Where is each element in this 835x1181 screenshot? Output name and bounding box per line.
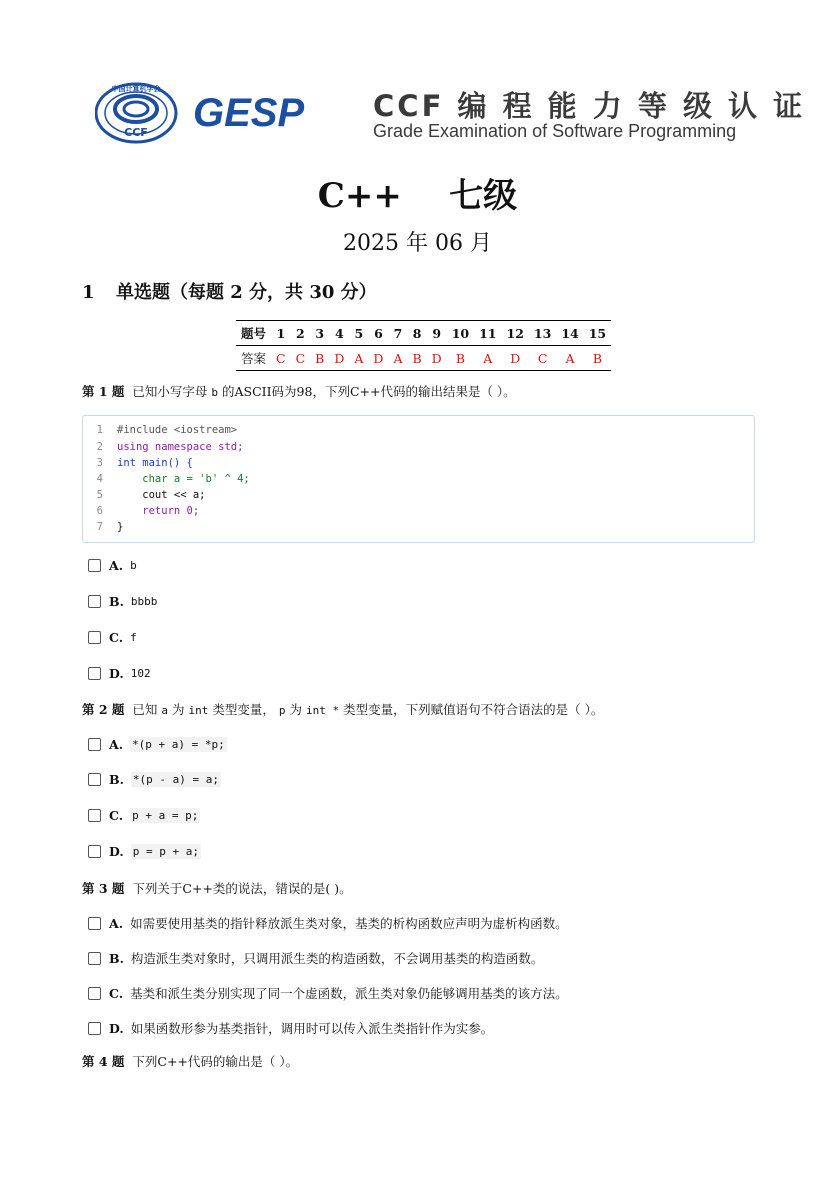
- code-line: [83, 487, 206, 503]
- answer-cell: D: [431, 350, 442, 366]
- answer-cell: B: [455, 350, 465, 366]
- checkbox[interactable]: [88, 809, 101, 822]
- code-text: return 0;: [117, 505, 200, 517]
- option-letter: A.: [109, 558, 124, 573]
- option-b[interactable]: [88, 594, 157, 609]
- line-number: 2: [96, 441, 103, 453]
- answer-cell: A: [483, 350, 493, 366]
- option-text: *(p - a) = a;: [132, 773, 220, 786]
- ccf-seal-logo: [95, 82, 181, 144]
- answer-cell: D: [334, 350, 345, 366]
- option-text: 如果函数形参为基类指针，调用时可以传入派生类指针作为实参。: [130, 1021, 494, 1036]
- line-number: 3: [96, 457, 103, 469]
- option-text: 基类和派生类分别实现了同一个虚函数，派生类对象仍能够调用基类的该方法。: [130, 986, 568, 1001]
- question-1-stem: [82, 382, 516, 400]
- answer-cell: C: [295, 350, 306, 366]
- inline-code: a: [161, 704, 169, 717]
- answer-table-answers-row: [236, 346, 611, 371]
- option-text: b: [130, 559, 137, 572]
- line-number: 5: [96, 489, 103, 501]
- question-number: 15: [584, 321, 611, 346]
- answer-cell: A: [354, 350, 364, 366]
- question-number: 8: [407, 321, 426, 346]
- option-letter: B.: [109, 772, 124, 787]
- brand-title-cn: CCF 编 程 能 力 等 级 认 证: [373, 89, 806, 123]
- option-text: p + a = p;: [132, 809, 199, 822]
- code-line: [83, 471, 250, 487]
- answer-table-numbers-row: [236, 321, 611, 346]
- inline-code: p: [278, 704, 286, 717]
- question-number: 13: [529, 321, 556, 346]
- brand-title-en: Grade Examination of Software Programming: [373, 121, 737, 141]
- question-text: 为: [172, 702, 185, 717]
- question-number: 7: [388, 321, 407, 346]
- code-line: [83, 422, 237, 438]
- question-4-stem: [82, 1052, 298, 1070]
- option-letter: C.: [109, 630, 124, 645]
- answer-header: 答案: [241, 351, 267, 366]
- checkbox[interactable]: [88, 952, 101, 965]
- checkbox[interactable]: [88, 738, 101, 751]
- exam-date: 2025 年 06 月: [343, 231, 492, 256]
- answer-cell: D: [510, 350, 521, 366]
- answer-cell: A: [565, 350, 575, 366]
- code-text: char a = 'b' ^ 4;: [117, 473, 250, 485]
- option-a[interactable]: [88, 914, 568, 932]
- answer-table: [236, 320, 611, 371]
- question-text: 类型变量，: [212, 702, 275, 717]
- option-letter: A.: [109, 737, 124, 752]
- option-letter: B.: [109, 950, 124, 966]
- answer-cell: C: [276, 350, 286, 366]
- inline-code: int: [188, 704, 209, 717]
- question-number: 1: [271, 321, 291, 346]
- question-text: 下列关于C++类的说法，错误的是( )。: [132, 881, 352, 896]
- code-text: using namespace std;: [117, 441, 244, 453]
- answer-cell: B: [592, 350, 603, 366]
- line-number: 4: [96, 473, 103, 485]
- checkbox[interactable]: [88, 987, 101, 1000]
- code-line: [83, 503, 199, 519]
- code-line: [83, 439, 243, 455]
- line-number: 1: [96, 424, 103, 436]
- answer-cell: B: [412, 350, 422, 366]
- question-number: 3: [310, 321, 329, 346]
- question-number: 14: [556, 321, 583, 346]
- checkbox[interactable]: [88, 667, 101, 680]
- checkbox[interactable]: [88, 845, 101, 858]
- option-letter: C.: [109, 808, 124, 823]
- question-label: 第 4 题: [82, 1054, 125, 1069]
- option-letter: D.: [109, 844, 124, 859]
- code-block: [82, 415, 755, 543]
- checkbox[interactable]: [88, 559, 101, 572]
- inline-code: int *: [305, 704, 340, 717]
- option-text: bbbb: [130, 595, 158, 608]
- seal-top-text: 中国计算机学会: [111, 85, 161, 93]
- checkbox[interactable]: [88, 631, 101, 644]
- question-label: 第 2 题: [82, 702, 125, 717]
- option-letter: A.: [109, 915, 124, 931]
- answer-cell: A: [393, 350, 403, 366]
- gesp-logo-text: GESP: [193, 91, 305, 134]
- question-number: 10: [447, 321, 474, 346]
- option-text: 102: [130, 667, 151, 680]
- checkbox[interactable]: [88, 773, 101, 786]
- section-heading: [82, 278, 377, 304]
- code-line: [83, 455, 193, 471]
- question-number: 12: [502, 321, 529, 346]
- option-b[interactable]: [88, 949, 543, 967]
- code-text: int main() {: [117, 457, 193, 469]
- option-d[interactable]: [88, 666, 151, 681]
- question-number: 9: [427, 321, 447, 346]
- option-b[interactable]: [88, 772, 221, 787]
- option-c[interactable]: [88, 984, 568, 1002]
- question-number: 2: [291, 321, 311, 346]
- inline-code: b: [211, 386, 219, 399]
- line-number: 6: [96, 505, 103, 517]
- question-text: 为: [289, 702, 302, 717]
- question-number: 5: [349, 321, 368, 346]
- option-a[interactable]: [88, 558, 137, 573]
- option-letter: B.: [109, 594, 124, 609]
- line-number: 7: [96, 521, 103, 533]
- question-text: 下列C++代码的输出是（ ）。: [132, 1054, 299, 1069]
- option-letter: D.: [109, 1020, 124, 1036]
- code-text: }: [117, 521, 124, 533]
- option-c[interactable]: [88, 808, 200, 823]
- question-2-stem: [82, 700, 603, 718]
- question-number: 4: [329, 321, 349, 346]
- question-text: 的ASCII码为98，下列C++代码的输出结果是（ ）。: [222, 384, 516, 399]
- option-text: f: [130, 631, 137, 644]
- option-text: 如需要使用基类的指针释放派生类对象，基类的析构函数应声明为虚析构函数。: [130, 916, 568, 931]
- answer-cell: B: [315, 350, 325, 366]
- question-text: 已知: [132, 702, 158, 717]
- option-a[interactable]: [88, 737, 227, 752]
- exam-header: [95, 78, 806, 148]
- section-title: 单选题（每题 2 分，共 30 分）: [116, 282, 377, 303]
- checkbox[interactable]: [88, 1022, 101, 1035]
- option-text: *(p + a) = *p;: [132, 738, 225, 751]
- question-text: 已知小写字母: [132, 384, 208, 399]
- question-text: 类型变量，下列赋值语句不符合语法的是（ ）。: [343, 702, 604, 717]
- question-number-header: 题号: [236, 321, 271, 346]
- question-label: 第 1 题: [82, 384, 125, 399]
- option-text: p = p + a;: [132, 845, 199, 858]
- answer-cell: C: [537, 350, 548, 366]
- seal-bottom-text: CCF: [124, 126, 148, 139]
- checkbox[interactable]: [88, 917, 101, 930]
- option-text: 构造派生类对象时，只调用派生类的构造函数，不会调用基类的构造函数。: [130, 951, 544, 966]
- exam-title: C++ 七级: [317, 176, 518, 216]
- question-number: 11: [474, 321, 501, 346]
- question-label: 第 3 题: [82, 881, 125, 896]
- option-letter: C.: [109, 985, 124, 1001]
- option-letter: D.: [109, 666, 124, 681]
- gesp-logo: [193, 90, 353, 134]
- code-text: cout << a;: [117, 489, 206, 501]
- question-3-stem: [82, 879, 352, 897]
- code-line: [83, 519, 123, 535]
- option-d[interactable]: [88, 1019, 493, 1037]
- code-text: #include <iostream>: [117, 424, 238, 436]
- option-c[interactable]: [88, 630, 137, 645]
- checkbox[interactable]: [88, 595, 101, 608]
- question-number: 6: [368, 321, 388, 346]
- section-number: 1: [82, 282, 95, 303]
- answer-cell: D: [373, 350, 384, 366]
- option-d[interactable]: [88, 844, 201, 859]
